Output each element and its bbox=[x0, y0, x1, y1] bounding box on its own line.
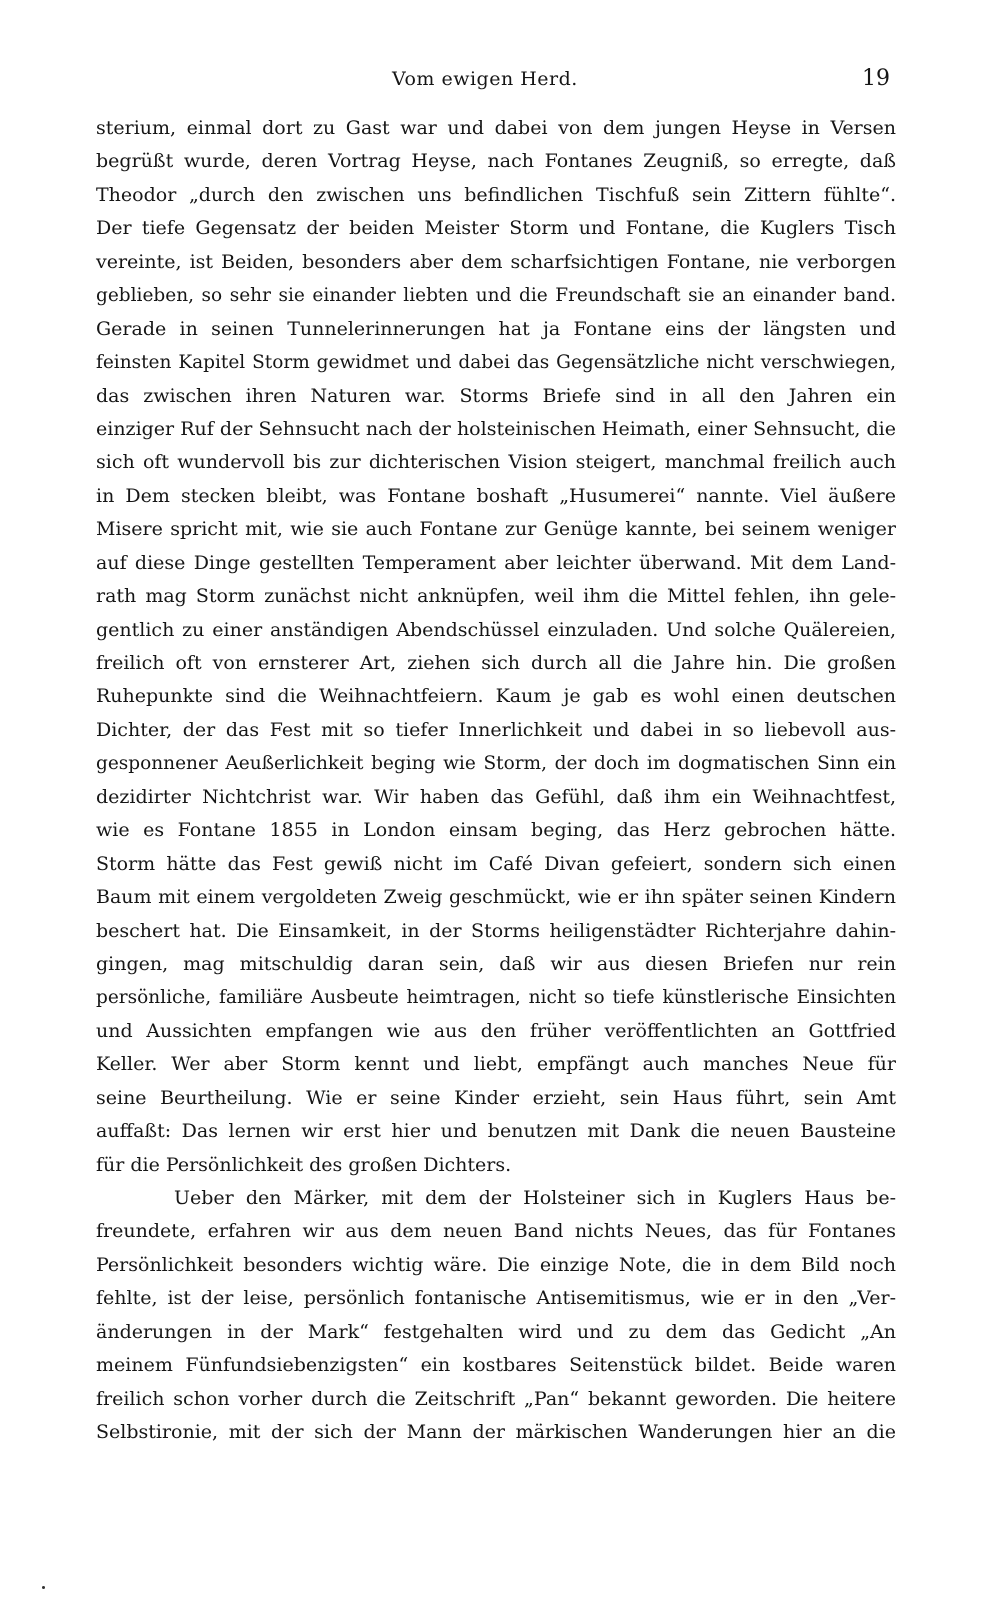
text-line: freilich oft von ernsterer Art, ziehen sich durch all die Jahre hin. Die großen bbox=[96, 652, 896, 674]
text-line: freilich schon vorher durch die Zeitschrift „Pan“ bekannt geworden. Die heitere bbox=[96, 1387, 896, 1410]
text-line: und Aussichten empfangen wie aus den früher veröffentlichten an Gottfried bbox=[96, 1019, 896, 1042]
text-line: geblieben, so sehr sie einander liebten und die Freundschaft sie an einander band. bbox=[96, 285, 896, 307]
text-line: meinem Fünfundsiebenzigsten“ ein kostbares Seitenstück bildet. Beide waren bbox=[96, 1354, 896, 1377]
text-line: Misere spricht mit, wie sie auch Fontane zur Genüge kannte, bei seinem weniger bbox=[96, 518, 896, 541]
text-line: Theodor „durch den zwischen uns befindlichen Tischfuß sein Zittern fühlte“. bbox=[96, 183, 896, 206]
text-line: Gerade in seinen Tunnelerinnerungen hat ja Fontane eins der längsten und bbox=[96, 317, 896, 340]
text-line: gentlich zu einer anständigen Abendschüssel einzuladen. Und solche Quälereien, bbox=[96, 618, 896, 641]
text-line: seine Beurtheilung. Wie er seine Kinder erzieht, sein Haus führt, sein Amt bbox=[96, 1086, 896, 1109]
text-line: einziger Ruf der Sehnsucht nach der holsteinischen Heimath, einer Sehnsucht, die bbox=[96, 417, 896, 440]
text-line: beschert hat. Die Einsamkeit, in der Storms heiligenstädter Richterjahre dahin- bbox=[96, 919, 896, 942]
page-number: 19 bbox=[862, 66, 890, 91]
text-line: Selbstironie, mit der sich der Mann der märkischen Wanderungen hier an die bbox=[96, 1421, 896, 1444]
text-line: gingen, mag mitschuldig daran sein, daß wir aus diesen Briefen nur rein bbox=[96, 952, 896, 975]
text-line: begrüßt wurde, deren Vortrag Heyse, nach Fontanes Zeugniß, so erregte, daß bbox=[96, 150, 896, 173]
text-line: Ruhepunkte sind die Weihnachtfeiern. Kaum je gab es wohl einen deutschen bbox=[96, 685, 896, 708]
text-line: persönliche, familiäre Ausbeute heimtragen, nicht so tiefe künstlerische Einsichten bbox=[96, 987, 896, 1009]
text-line: freundete, erfahren wir aus dem neuen Band nichts Neues, das für Fontanes bbox=[96, 1220, 896, 1243]
text-line: sterium, einmal dort zu Gast war und dabei von dem jungen Heyse in Versen bbox=[96, 117, 896, 139]
text-line: Ueber den Märker, mit dem der Holsteiner sich in Kuglers Haus be- bbox=[174, 1187, 896, 1209]
text-line: dezidirter Nichtchrist war. Wir haben das Gefühl, daß ihm ein Weihnachtfest, bbox=[96, 785, 896, 808]
text-line: feinsten Kapitel Storm gewidmet und dabei das Gegensätzliche nicht verschwiegen, bbox=[96, 352, 896, 374]
text-line: Storm hätte das Fest gewiß nicht im Café Divan gefeiert, sondern sich einen bbox=[96, 852, 896, 875]
text-line: Persönlichkeit besonders wichtig wäre. Die einzige Note, die in dem Bild noch bbox=[96, 1253, 896, 1276]
text-line: Keller. Wer aber Storm kennt und liebt, empfängt auch manches Neue für bbox=[96, 1053, 896, 1076]
text-line: in Dem stecken bleibt, was Fontane boshaft „Husumerei“ nannte. Viel äußere bbox=[96, 484, 896, 507]
text-line: Dichter, der das Fest mit so tiefer Innerlichkeit und dabei in so liebevoll aus- bbox=[96, 718, 896, 741]
body-text bbox=[96, 112, 896, 1450]
text-line: Baum mit einem vergoldeten Zweig geschmückt, wie er ihn später seinen Kindern bbox=[96, 886, 896, 909]
text-line: wie es Fontane 1855 in London einsam beging, das Herz gebrochen hätte. bbox=[96, 819, 896, 842]
text-line: für die Persönlichkeit des großen Dichters. bbox=[96, 1153, 512, 1176]
scan-speck bbox=[42, 1586, 45, 1589]
text-line: auffaßt: Das lernen wir erst hier und benutzen mit Dank die neuen Bausteine bbox=[96, 1120, 896, 1143]
text-line: rath mag Storm zunächst nicht anknüpfen, weil ihm die Mittel fehlen, ihn gele- bbox=[96, 585, 896, 608]
text-line: das zwischen ihren Naturen war. Storms Briefe sind in all den Jahren ein bbox=[96, 384, 896, 407]
text-line: vereinte, ist Beiden, besonders aber dem scharfsichtigen Fontane, nie verborgen bbox=[96, 250, 896, 273]
running-title: Vom ewigen Herd. bbox=[392, 68, 578, 90]
text-line: gesponnener Aeußerlichkeit beging wie Storm, der doch im dogmatischen Sinn ein bbox=[96, 753, 896, 775]
text-line: sich oft wundervoll bis zur dichterischen Vision steigert, manchmal freilich auch bbox=[96, 451, 896, 474]
text-line: fehlte, ist der leise, persönlich fontanische Antisemitismus, wie er in den „Ver- bbox=[96, 1287, 896, 1310]
text-line: änderungen in der Mark“ festgehalten wird und zu dem das Gedicht „An bbox=[96, 1320, 896, 1343]
text-line: Der tiefe Gegensatz der beiden Meister Storm und Fontane, die Kuglers Tisch bbox=[96, 217, 896, 240]
text-line: auf diese Dinge gestellten Temperament aber leichter überwand. Mit dem Land- bbox=[96, 551, 896, 574]
running-header bbox=[0, 68, 1000, 98]
